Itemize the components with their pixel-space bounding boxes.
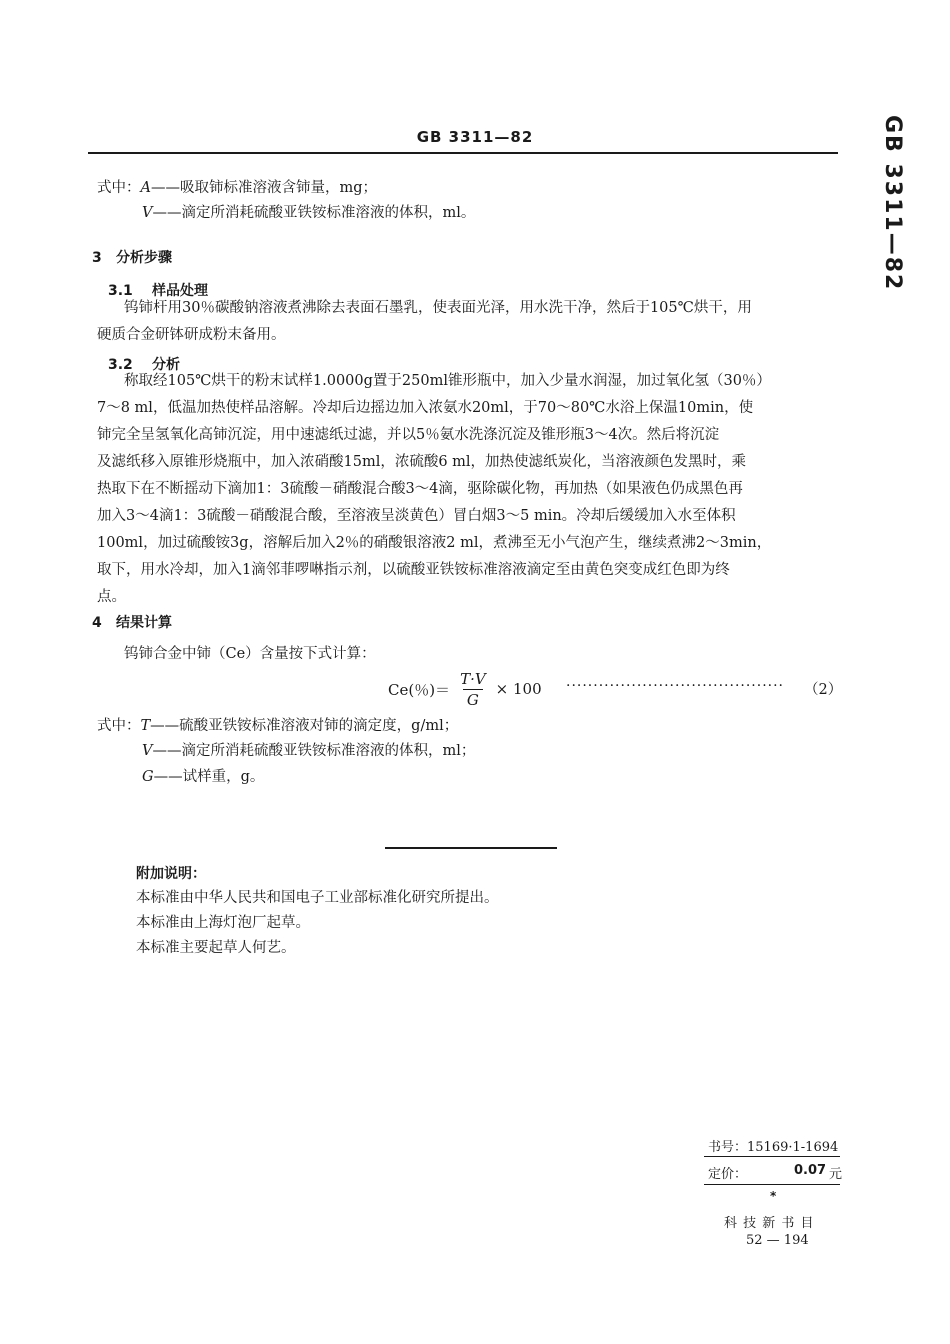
where-text: 滴定所消耗硫酸亚铁铵标准溶液的体积，ml； bbox=[181, 743, 476, 759]
formula-intro: 钨铈合金中铈（Ce）含量按下式计算： bbox=[124, 646, 376, 662]
where-dash: —— bbox=[150, 718, 180, 734]
section-number: 3.1 bbox=[108, 283, 133, 299]
where-symbol: G bbox=[142, 769, 154, 785]
header-rule bbox=[88, 152, 838, 154]
notes-line-3: 本标准主要起草人何艺。 bbox=[136, 940, 296, 956]
section-number: 3.2 bbox=[108, 357, 133, 373]
formula-denominator: G bbox=[463, 689, 483, 709]
section-3-1-line-2: 硬质合金研钵研成粉末备用。 bbox=[97, 327, 286, 343]
footer-rule-1 bbox=[704, 1156, 840, 1157]
where-prefix: 式中： bbox=[97, 718, 141, 734]
section-4-heading bbox=[92, 612, 172, 632]
section-3-2-line-9: 点。 bbox=[97, 589, 126, 605]
section-3-2-line-4: 及滤纸移入原锥形烧瓶中，加入浓硝酸15ml，浓硫酸6 ml，加热使滤纸炭化，当溶液颜色发黑时，乘 bbox=[97, 454, 747, 470]
price-value: 0.07 bbox=[794, 1163, 827, 1178]
section-3-2-line-6: 加入3～4滴1：3硫酸－硝酸混合酸，至溶液呈淡黄色）冒白烟3～5 min。冷却后缓缓加入水至体积 bbox=[97, 508, 736, 524]
standard-code-side: GB 3311—82 bbox=[880, 115, 905, 292]
section-3-2-line-5: 热取下在不断摇动下滴加1：3硫酸－硝酸混合酸3～4滴，驱除碳化物，再加热（如果液色仍成黑色再 bbox=[97, 481, 743, 497]
where-row-v bbox=[142, 203, 475, 223]
section-3-2-line-7: 100ml，加过硫酸铵3g，溶解后加入2％的硝酸银溶液2 ml，煮沸至无小气泡产生，继续煮沸2～3min， bbox=[97, 535, 772, 551]
section-3-2-line-8: 取下，用水冷却，加入1滴邻菲啰啉指示剂，以硫酸亚铁铵标准溶液滴定至由黄色突变成红色即为终 bbox=[97, 562, 730, 578]
star-mark: * bbox=[770, 1189, 777, 1203]
formula bbox=[388, 664, 542, 714]
book-number bbox=[708, 1136, 838, 1155]
section-3-2-line-1: 称取经105℃烘干的粉末试样1.0000g置于250ml锥形瓶中，加入少量水润湿，加过氧化氢（30％） bbox=[124, 373, 771, 389]
formula-fraction bbox=[456, 670, 490, 709]
where-prefix: 式中： bbox=[97, 180, 141, 196]
where-symbol: A bbox=[140, 180, 151, 196]
section-number: 4 bbox=[92, 615, 102, 631]
section-title: 样品处理 bbox=[152, 283, 208, 299]
section-end-rule bbox=[385, 847, 557, 849]
catalog-number: 52 — 194 bbox=[746, 1233, 809, 1248]
formula-leader-dots: ········································ bbox=[566, 678, 785, 694]
price bbox=[708, 1163, 842, 1182]
formula-lhs: Ce(％)＝ bbox=[388, 680, 451, 699]
notes-line-1: 本标准由中华人民共和国电子工业部标准化研究所提出。 bbox=[136, 890, 499, 906]
section-title: 结果计算 bbox=[116, 615, 172, 631]
standard-code-header: GB 3311—82 bbox=[416, 128, 534, 146]
equation-number: （2） bbox=[804, 682, 843, 698]
formula-numerator: T·V bbox=[460, 669, 486, 688]
price-unit: 元 bbox=[829, 1167, 843, 1182]
where-text: 吸取铈标准溶液含铈量，mg； bbox=[179, 180, 378, 196]
book-number-label: 书号： bbox=[708, 1140, 748, 1155]
section-3-2-line-3: 铈完全呈氢氧化高铈沉淀，用中速滤纸过滤，并以5％氨水洗涤沉淀及锥形瓶3～4次。然后将沉淀 bbox=[97, 427, 720, 443]
where-dash: —— bbox=[153, 769, 183, 785]
where-row-a bbox=[97, 178, 377, 198]
where-text: 硫酸亚铁铵标准溶液对铈的滴定度，g/ml； bbox=[179, 718, 459, 734]
footer-rule-2 bbox=[704, 1184, 840, 1185]
where-dash: —— bbox=[150, 180, 180, 196]
section-number: 3 bbox=[92, 250, 102, 266]
where-symbol: V bbox=[142, 743, 153, 759]
where-dash: —— bbox=[152, 205, 182, 221]
where-symbol: V bbox=[142, 205, 153, 221]
book-number-value: 15169·1-1694 bbox=[747, 1140, 839, 1155]
where-text: 滴定所消耗硫酸亚铁铵标准溶液的体积，ml。 bbox=[181, 205, 476, 221]
notes-line-2: 本标准由上海灯泡厂起草。 bbox=[136, 915, 310, 931]
section-title: 分析步骤 bbox=[116, 250, 172, 266]
section-3-1-line-1: 钨铈杆用30％碳酸钠溶液煮沸除去表面石墨乳，使表面光泽，用水洗干净，然后于105℃烘干，用 bbox=[124, 300, 752, 316]
where-symbol: T bbox=[140, 718, 151, 734]
where-text: 试样重，g。 bbox=[182, 769, 265, 785]
formula-rhs: × 100 bbox=[495, 680, 542, 698]
where-row-v2 bbox=[142, 741, 475, 761]
section-3-2-line-2: 7～8 ml，低温加热使样品溶解。冷却后边摇边加入浓氨水20ml，于70～80℃水浴上保温10min，使 bbox=[97, 400, 754, 416]
section-3-heading bbox=[92, 247, 172, 267]
catalog-title: 科 技 新 书 目 bbox=[724, 1216, 815, 1231]
where-row-g bbox=[142, 767, 264, 787]
section-title: 分析 bbox=[152, 357, 180, 373]
where-row-t bbox=[97, 716, 458, 736]
notes-title: 附加说明： bbox=[136, 866, 206, 882]
price-label: 定价： bbox=[708, 1167, 748, 1182]
where-dash: —— bbox=[152, 743, 182, 759]
